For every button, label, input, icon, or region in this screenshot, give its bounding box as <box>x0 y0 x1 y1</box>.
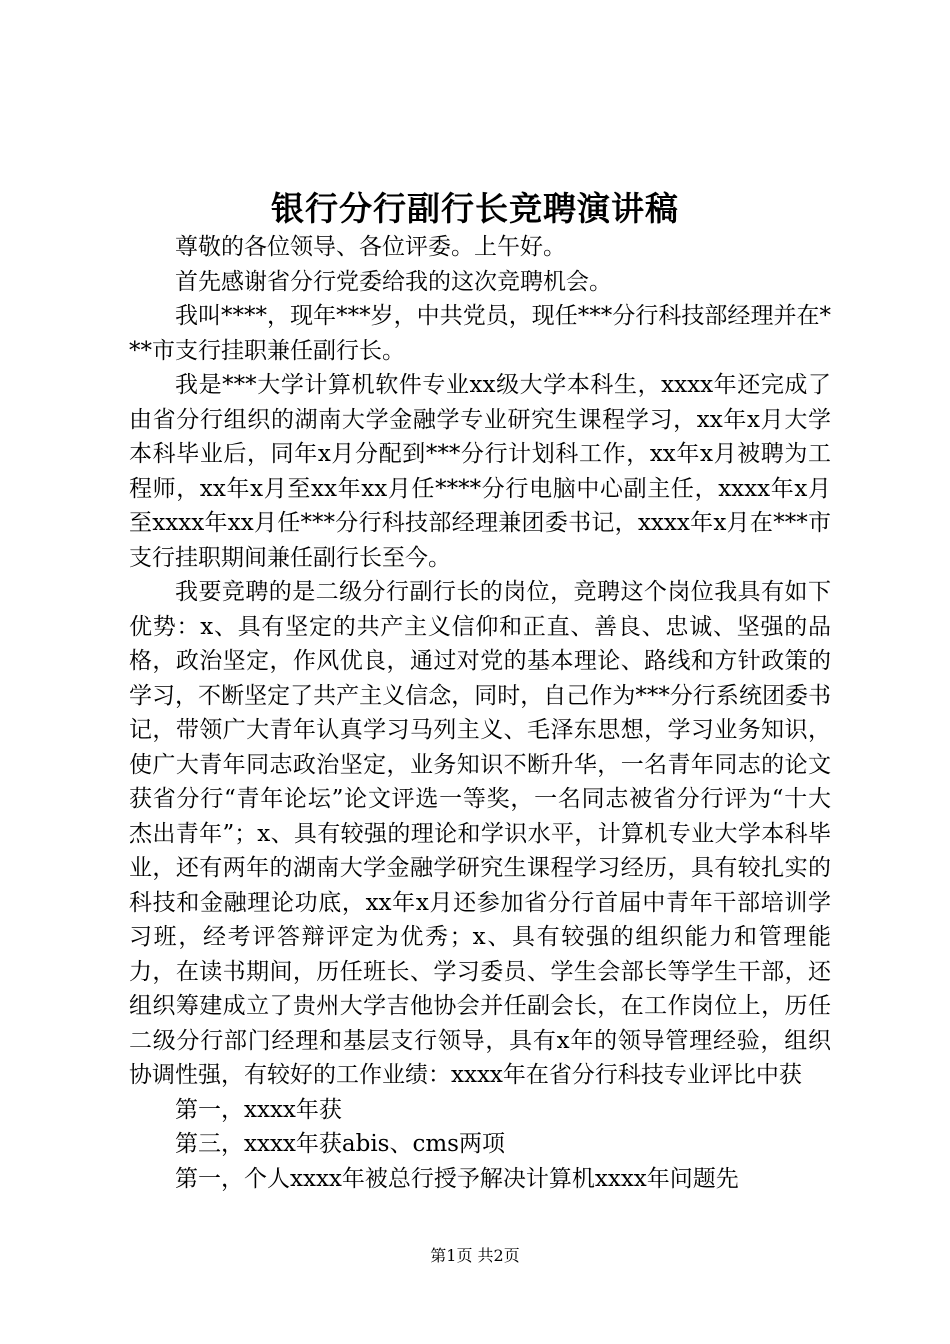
document-title: 银行分行副行长竞聘演讲稿 <box>271 189 679 228</box>
paragraph-background: 我是***大学计算机软件专业xx级大学本科生，xxxx年还完成了由省分行组织的湖南大学金融学专业研究生课程学习，xx年x月大学本科毕业后，同年x月分配到***分行计划科工作，xx年x月被聘为工程师，xx年x月至xx年xx月任****分行电脑中心副主任，xxxx年x月至xxxx年xx月任***分行科技部经理兼团委书记，xxxx年x月在***市支行挂职期间兼任副行长至今。 <box>129 372 831 571</box>
page-number: 第1页 共2页 <box>430 1246 520 1265</box>
paragraph-award-1: 第一，xxxx年获 <box>175 1096 342 1123</box>
paragraph-greeting: 尊敬的各位领导、各位评委。上午好。 <box>175 234 566 260</box>
paragraph-advantages: 我要竞聘的是二级分行副行长的岗位，竞聘这个岗位我具有如下优势：x、具有坚定的共产主义信仰和正直、善良、忠诚、坚强的品格，政治坚定，作风优良，通过对党的基本理论、路线和方针政策的学习，不断坚定了共产主义信念，同时，自己作为***分行系统团委书记，带领广大青年认真学习马列主义、毛泽东思想，学习业务知识，使广大青年同志政治坚定，业务知识不断升华，一名青年同志的论文获省分行“青年论坛”论文评选一等奖，一名同志被省分行评为“十大杰出青年”；x、具有较强的理论和学识水平，计算机专业大学本科毕业，还有两年的湖南大学金融学研究生课程学习经历，具有较扎实的科技和金融理论功底，xx年x月还参加省分行首届中青年干部培训学习班，经考评答辩评定为优秀；x、具有较强的组织能力和管理能力，在读书期间，历任班长、学习委员、学生会部长等学生干部，还组织筹建成立了贵州大学吉他协会并任副会长，在工作岗位上，历任二级分行部门经理和基层支行领导，具有x年的领导管理经验，组织协调性强，有较好的工作业绩：xxxx年在省分行科技专业评比中获 <box>129 579 831 1088</box>
paragraph-intro: 我叫****，现年***岁，中共党员，现任***分行科技部经理并在***市支行挂职兼任副行长。 <box>129 303 831 364</box>
paragraph-award-3: 第一，个人xxxx年被总行授予解决计算机xxxx年问题先 <box>175 1165 739 1192</box>
paragraph-award-2: 第三，xxxx年获abis、cms两项 <box>175 1131 505 1157</box>
paragraph-thanks: 首先感谢省分行党委给我的这次竞聘机会。 <box>175 268 612 295</box>
document-body <box>129 230 831 1196</box>
